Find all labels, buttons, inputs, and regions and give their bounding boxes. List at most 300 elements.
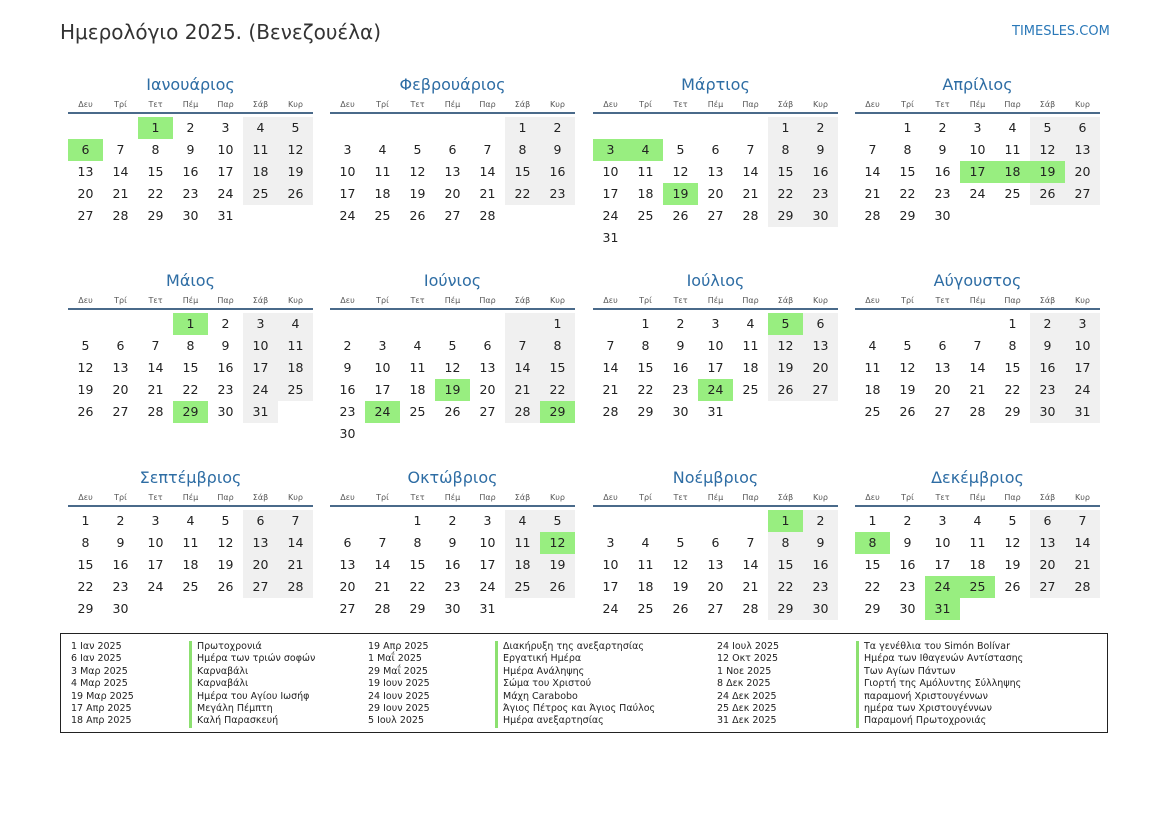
weekday-label: Κυρ: [288, 296, 303, 305]
holiday-day-cell: 19: [1030, 161, 1065, 183]
day-cell: 17: [339, 186, 356, 201]
weekend-day-cell: 30: [803, 598, 838, 620]
weekend-day-cell: 15: [768, 554, 803, 576]
weekend-day-cell: 25: [505, 576, 540, 598]
weekend-day-cell: 5: [540, 510, 575, 532]
weekday-label: Σάβ: [514, 100, 531, 109]
weekend-day-cell: 18: [505, 554, 540, 576]
week-row: [68, 161, 313, 183]
empty-day-cell: [470, 423, 505, 445]
month-name: Απρίλιος: [942, 75, 1013, 94]
day-cell: 26: [672, 208, 689, 223]
day-cell: 30: [934, 208, 951, 223]
week-row: [68, 139, 313, 161]
weekday-label: Δευ: [340, 296, 355, 305]
day-cell: 28: [742, 601, 759, 616]
month-block: [330, 468, 575, 620]
weekday-label: Πέμ: [707, 493, 724, 502]
weekday-header: [855, 294, 1100, 310]
empty-day-cell: [138, 313, 173, 335]
day-cell: 21: [479, 186, 496, 201]
weekday-label: Δευ: [78, 493, 93, 502]
weekday-label: Κυρ: [1075, 100, 1090, 109]
holiday-date: 19 Μαρ 2025: [71, 690, 134, 702]
weekend-day-cell: 22: [540, 379, 575, 401]
empty-day-cell: [68, 117, 103, 139]
weekend-day-cell: 26: [540, 576, 575, 598]
month-block: [330, 75, 575, 227]
holiday-day-cell: 19: [663, 183, 698, 205]
holiday-date: 24 Ιουν 2025: [368, 690, 430, 702]
day-cell: 2: [938, 120, 947, 135]
day-cell: 13: [707, 557, 724, 572]
weekday-label: Κυρ: [1075, 296, 1090, 305]
day-cell: 25: [1004, 186, 1021, 201]
holiday-name: Των Αγίων Πάντων: [856, 666, 1023, 678]
day-cell: 27: [707, 601, 724, 616]
day-cell: 27: [479, 404, 496, 419]
day-cell: 17: [217, 164, 234, 179]
day-cell: 10: [602, 557, 619, 572]
day-cell: 15: [77, 557, 94, 572]
empty-day-cell: [330, 117, 365, 139]
week-row: [855, 598, 1100, 620]
day-cell: 25: [637, 208, 654, 223]
day-cell: 19: [899, 382, 916, 397]
week-row: [68, 576, 313, 598]
day-cell: 1: [868, 513, 877, 528]
month-name: Νοέμβριος: [672, 468, 759, 487]
weekend-day-cell: 9: [1030, 335, 1065, 357]
holiday-day-cell: 12: [540, 532, 575, 554]
weekend-day-cell: 11: [505, 532, 540, 554]
month-name: Μάρτιος: [681, 75, 750, 94]
day-cell: 3: [483, 513, 492, 528]
day-cell: 20: [707, 186, 724, 201]
holiday-name: Άγιος Πέτρος και Άγιος Παύλος: [495, 703, 655, 715]
empty-day-cell: [698, 227, 733, 249]
day-cell: 8: [81, 535, 90, 550]
weekend-day-cell: 15: [768, 161, 803, 183]
day-cell: 10: [339, 164, 356, 179]
empty-day-cell: [890, 313, 925, 335]
day-cell: 14: [479, 164, 496, 179]
day-cell: 30: [444, 601, 461, 616]
day-cell: 24: [479, 579, 496, 594]
day-cell: 17: [602, 186, 619, 201]
empty-day-cell: [1065, 598, 1100, 620]
day-cell: 16: [112, 557, 129, 572]
weekend-day-cell: 23: [803, 576, 838, 598]
weekend-day-cell: 8: [768, 139, 803, 161]
day-cell: 31: [602, 230, 619, 245]
day-cell: 23: [339, 404, 356, 419]
weekend-day-cell: 14: [278, 532, 313, 554]
holiday-day-cell: 24: [925, 576, 960, 598]
week-row: [68, 313, 313, 335]
day-cell: 30: [182, 208, 199, 223]
day-cell: 13: [77, 164, 94, 179]
week-row: [330, 598, 575, 620]
weekend-day-cell: 14: [505, 357, 540, 379]
holiday-date: 5 Ιουλ 2025: [368, 715, 424, 727]
day-cell: 18: [182, 557, 199, 572]
weekend-day-cell: 25: [278, 379, 313, 401]
day-cell: 28: [147, 404, 164, 419]
week-row: [68, 379, 313, 401]
week-row: [855, 139, 1100, 161]
weekday-label: Σάβ: [777, 100, 794, 109]
weekend-day-cell: 22: [768, 576, 803, 598]
brand-link[interactable]: TIMESLES.COM: [1012, 24, 1110, 39]
weekday-label: Πέμ: [182, 296, 199, 305]
day-cell: 10: [934, 535, 951, 550]
holiday-name: Καλή Παρασκευή: [189, 715, 315, 727]
day-cell: 11: [742, 338, 759, 353]
holiday-name: Πρωτοχρονιά: [189, 641, 315, 653]
day-cell: 14: [602, 360, 619, 375]
day-cell: 15: [409, 557, 426, 572]
day-cell: 1: [1008, 316, 1017, 331]
weekend-day-cell: 14: [1065, 532, 1100, 554]
day-cell: 7: [868, 142, 877, 157]
empty-day-cell: [435, 117, 470, 139]
empty-day-cell: [435, 313, 470, 335]
day-cell: 1: [641, 316, 650, 331]
day-cell: 9: [676, 338, 685, 353]
day-cell: 27: [444, 208, 461, 223]
holiday-day-cell: 19: [435, 379, 470, 401]
empty-day-cell: [365, 117, 400, 139]
day-cell: 28: [864, 208, 881, 223]
day-cell: 15: [899, 164, 916, 179]
day-cell: 22: [409, 579, 426, 594]
empty-day-cell: [960, 598, 995, 620]
weekday-label: Πέμ: [444, 296, 461, 305]
holiday-name-column: [495, 641, 655, 728]
weekday-label: Κυρ: [550, 100, 565, 109]
weekday-label: Δευ: [603, 296, 618, 305]
weekday-label: Τρί: [901, 493, 914, 502]
empty-day-cell: [278, 205, 313, 227]
day-cell: 29: [637, 404, 654, 419]
holiday-name: Σώμα του Χριστού: [495, 678, 655, 690]
week-row: [593, 161, 838, 183]
weekday-label: Τρί: [376, 296, 389, 305]
day-cell: 31: [707, 404, 724, 419]
weekend-day-cell: 18: [243, 161, 278, 183]
holiday-day-cell: 6: [68, 139, 103, 161]
day-cell: 7: [973, 338, 982, 353]
weekend-day-cell: 6: [803, 313, 838, 335]
day-cell: 31: [217, 208, 234, 223]
day-cell: 26: [672, 601, 689, 616]
weekday-label: Πέμ: [182, 493, 199, 502]
week-row: [330, 117, 575, 139]
empty-day-cell: [243, 598, 278, 620]
week-row: [68, 357, 313, 379]
holiday-date: 1 Ιαν 2025: [71, 641, 122, 652]
day-cell: 12: [672, 164, 689, 179]
day-cell: 2: [186, 120, 195, 135]
day-cell: 18: [374, 186, 391, 201]
day-cell: 11: [182, 535, 199, 550]
day-cell: 22: [147, 186, 164, 201]
weekday-label: Πέμ: [969, 493, 986, 502]
weekend-day-cell: 27: [1030, 576, 1065, 598]
weekday-header: [593, 491, 838, 507]
weekend-day-cell: 10: [243, 335, 278, 357]
day-cell: 11: [969, 535, 986, 550]
holiday-date: 31 Δεκ 2025: [717, 715, 777, 727]
empty-day-cell: [400, 423, 435, 445]
week-row: [593, 554, 838, 576]
weekday-label: Τετ: [148, 100, 163, 109]
week-row: [330, 357, 575, 379]
empty-day-cell: [470, 313, 505, 335]
day-cell: 11: [409, 360, 426, 375]
week-row: [330, 423, 575, 445]
day-cell: 20: [444, 186, 461, 201]
day-cell: 9: [186, 142, 195, 157]
weekend-day-cell: 16: [803, 161, 838, 183]
weekday-label: Παρ: [742, 493, 759, 502]
weekend-day-cell: 6: [1065, 117, 1100, 139]
weekday-label: Κυρ: [288, 100, 303, 109]
weekend-day-cell: 1: [768, 117, 803, 139]
empty-day-cell: [628, 510, 663, 532]
month-name: Φεβρουάριος: [399, 75, 506, 94]
day-cell: 13: [934, 360, 951, 375]
weekday-label: Παρ: [217, 493, 234, 502]
month-block: [68, 271, 313, 423]
page-title: Ημερολόγιο 2025. (Βενεζουέλα): [60, 20, 382, 44]
weekday-label: Σάβ: [777, 493, 794, 502]
weekend-day-cell: 17: [1065, 357, 1100, 379]
weekend-day-cell: 31: [1065, 401, 1100, 423]
weekday-label: Σάβ: [252, 493, 269, 502]
day-cell: 15: [637, 360, 654, 375]
holiday-day-cell: 1: [173, 313, 208, 335]
weekend-day-cell: 23: [1030, 379, 1065, 401]
day-cell: 13: [479, 360, 496, 375]
day-cell: 7: [378, 535, 387, 550]
day-cell: 13: [112, 360, 129, 375]
weekday-header: [855, 491, 1100, 507]
day-cell: 17: [147, 557, 164, 572]
weekday-label: Κυρ: [550, 296, 565, 305]
weekend-day-cell: 20: [243, 554, 278, 576]
weekend-day-cell: 26: [768, 379, 803, 401]
holiday-date: 19 Απρ 2025: [368, 641, 429, 652]
week-row: [855, 313, 1100, 335]
day-cell: 14: [374, 557, 391, 572]
week-row: [593, 227, 838, 249]
day-cell: 29: [147, 208, 164, 223]
day-cell: 4: [746, 316, 755, 331]
day-cell: 10: [707, 338, 724, 353]
day-cell: 8: [413, 535, 422, 550]
day-cell: 21: [742, 186, 759, 201]
weekday-header: [68, 294, 313, 310]
holiday-day-cell: 18: [995, 161, 1030, 183]
day-cell: 20: [934, 382, 951, 397]
weekend-day-cell: 13: [1065, 139, 1100, 161]
empty-day-cell: [505, 423, 540, 445]
holiday-date: 25 Δεκ 2025: [717, 703, 777, 715]
week-row: [68, 183, 313, 205]
weekend-day-cell: 1: [540, 313, 575, 335]
empty-day-cell: [330, 313, 365, 335]
weekday-label: Δευ: [865, 100, 880, 109]
weekday-label: Τρί: [376, 100, 389, 109]
day-cell: 4: [413, 338, 422, 353]
weekend-day-cell: 25: [243, 183, 278, 205]
day-cell: 2: [116, 513, 125, 528]
weekday-label: Πέμ: [969, 296, 986, 305]
day-cell: 29: [899, 208, 916, 223]
weekend-day-cell: 8: [505, 139, 540, 161]
day-cell: 17: [602, 579, 619, 594]
day-cell: 14: [742, 164, 759, 179]
weekend-day-cell: 6: [1030, 510, 1065, 532]
holiday-name-column: [189, 641, 315, 728]
weekday-label: Τετ: [673, 296, 688, 305]
month-block: [855, 271, 1100, 423]
day-cell: 19: [1004, 557, 1021, 572]
day-cell: 6: [711, 142, 720, 157]
weekday-label: Παρ: [1004, 296, 1021, 305]
day-cell: 1: [413, 513, 422, 528]
week-row: [68, 510, 313, 532]
weekend-day-cell: 8: [768, 532, 803, 554]
holiday-name: ημέρα των Χριστουγέννων: [856, 703, 1023, 715]
week-row: [593, 313, 838, 335]
day-cell: 21: [147, 382, 164, 397]
empty-day-cell: [435, 423, 470, 445]
holiday-date: 18 Απρ 2025: [71, 715, 132, 727]
holiday-day-cell: 25: [960, 576, 995, 598]
holiday-date: 29 Ιουν 2025: [368, 703, 430, 715]
day-cell: 3: [606, 535, 615, 550]
empty-day-cell: [400, 117, 435, 139]
weekend-day-cell: 21: [505, 379, 540, 401]
weekend-day-cell: 23: [540, 183, 575, 205]
empty-day-cell: [663, 117, 698, 139]
week-row: [855, 205, 1100, 227]
holiday-day-cell: 31: [925, 598, 960, 620]
day-cell: 24: [217, 186, 234, 201]
empty-day-cell: [628, 227, 663, 249]
empty-day-cell: [733, 401, 768, 423]
weekend-day-cell: 12: [1030, 139, 1065, 161]
weekend-day-cell: 13: [243, 532, 278, 554]
weekday-label: Παρ: [742, 100, 759, 109]
day-cell: 29: [1004, 404, 1021, 419]
day-cell: 6: [343, 535, 352, 550]
day-cell: 14: [864, 164, 881, 179]
day-cell: 22: [864, 579, 881, 594]
day-cell: 10: [374, 360, 391, 375]
day-cell: 28: [969, 404, 986, 419]
weekday-label: Παρ: [479, 493, 496, 502]
day-cell: 13: [339, 557, 356, 572]
empty-day-cell: [855, 117, 890, 139]
day-cell: 22: [899, 186, 916, 201]
month-block: [855, 468, 1100, 620]
holiday-date: 24 Δεκ 2025: [717, 690, 777, 702]
day-cell: 24: [969, 186, 986, 201]
week-row: [855, 510, 1100, 532]
day-cell: 16: [217, 360, 234, 375]
day-cell: 27: [707, 208, 724, 223]
day-cell: 23: [899, 579, 916, 594]
empty-day-cell: [505, 205, 540, 227]
week-row: [68, 117, 313, 139]
weekday-label: Τρί: [901, 296, 914, 305]
week-row: [855, 161, 1100, 183]
weekday-label: Τετ: [410, 296, 425, 305]
day-cell: 19: [409, 186, 426, 201]
day-cell: 30: [672, 404, 689, 419]
weekday-label: Σάβ: [1039, 100, 1056, 109]
day-cell: 8: [1008, 338, 1017, 353]
week-row: [593, 598, 838, 620]
weekend-day-cell: 27: [1065, 183, 1100, 205]
holiday-day-cell: 1: [768, 510, 803, 532]
month-name: Σεπτέμβριος: [139, 468, 242, 487]
day-cell: 27: [77, 208, 94, 223]
week-row: [593, 510, 838, 532]
empty-day-cell: [103, 313, 138, 335]
day-cell: 14: [742, 557, 759, 572]
empty-day-cell: [768, 401, 803, 423]
weekend-day-cell: 29: [768, 205, 803, 227]
day-cell: 26: [1004, 579, 1021, 594]
day-cell: 8: [641, 338, 650, 353]
week-row: [855, 335, 1100, 357]
day-cell: 3: [151, 513, 160, 528]
week-row: [593, 576, 838, 598]
weekend-day-cell: 22: [768, 183, 803, 205]
month-block: [68, 468, 313, 620]
weekday-label: Σάβ: [514, 296, 531, 305]
weekend-day-cell: 29: [768, 598, 803, 620]
day-cell: 11: [637, 557, 654, 572]
holiday-date-column: [71, 641, 134, 728]
day-cell: 1: [903, 120, 912, 135]
week-row: [593, 183, 838, 205]
week-row: [330, 554, 575, 576]
day-cell: 16: [182, 164, 199, 179]
day-cell: 4: [378, 142, 387, 157]
day-cell: 17: [479, 557, 496, 572]
day-cell: 12: [444, 360, 461, 375]
holiday-date: 1 Μαΐ 2025: [368, 653, 422, 665]
holiday-day-cell: 24: [698, 379, 733, 401]
day-cell: 24: [339, 208, 356, 223]
day-cell: 22: [182, 382, 199, 397]
month-name: Οκτώβριος: [407, 468, 498, 487]
weekday-label: Κυρ: [813, 100, 828, 109]
month-name: Δεκέμβριος: [931, 468, 1024, 487]
holiday-date: 17 Απρ 2025: [71, 703, 132, 715]
week-row: [330, 313, 575, 335]
day-cell: 15: [182, 360, 199, 375]
day-cell: 9: [221, 338, 230, 353]
day-cell: 11: [374, 164, 391, 179]
empty-day-cell: [1065, 205, 1100, 227]
